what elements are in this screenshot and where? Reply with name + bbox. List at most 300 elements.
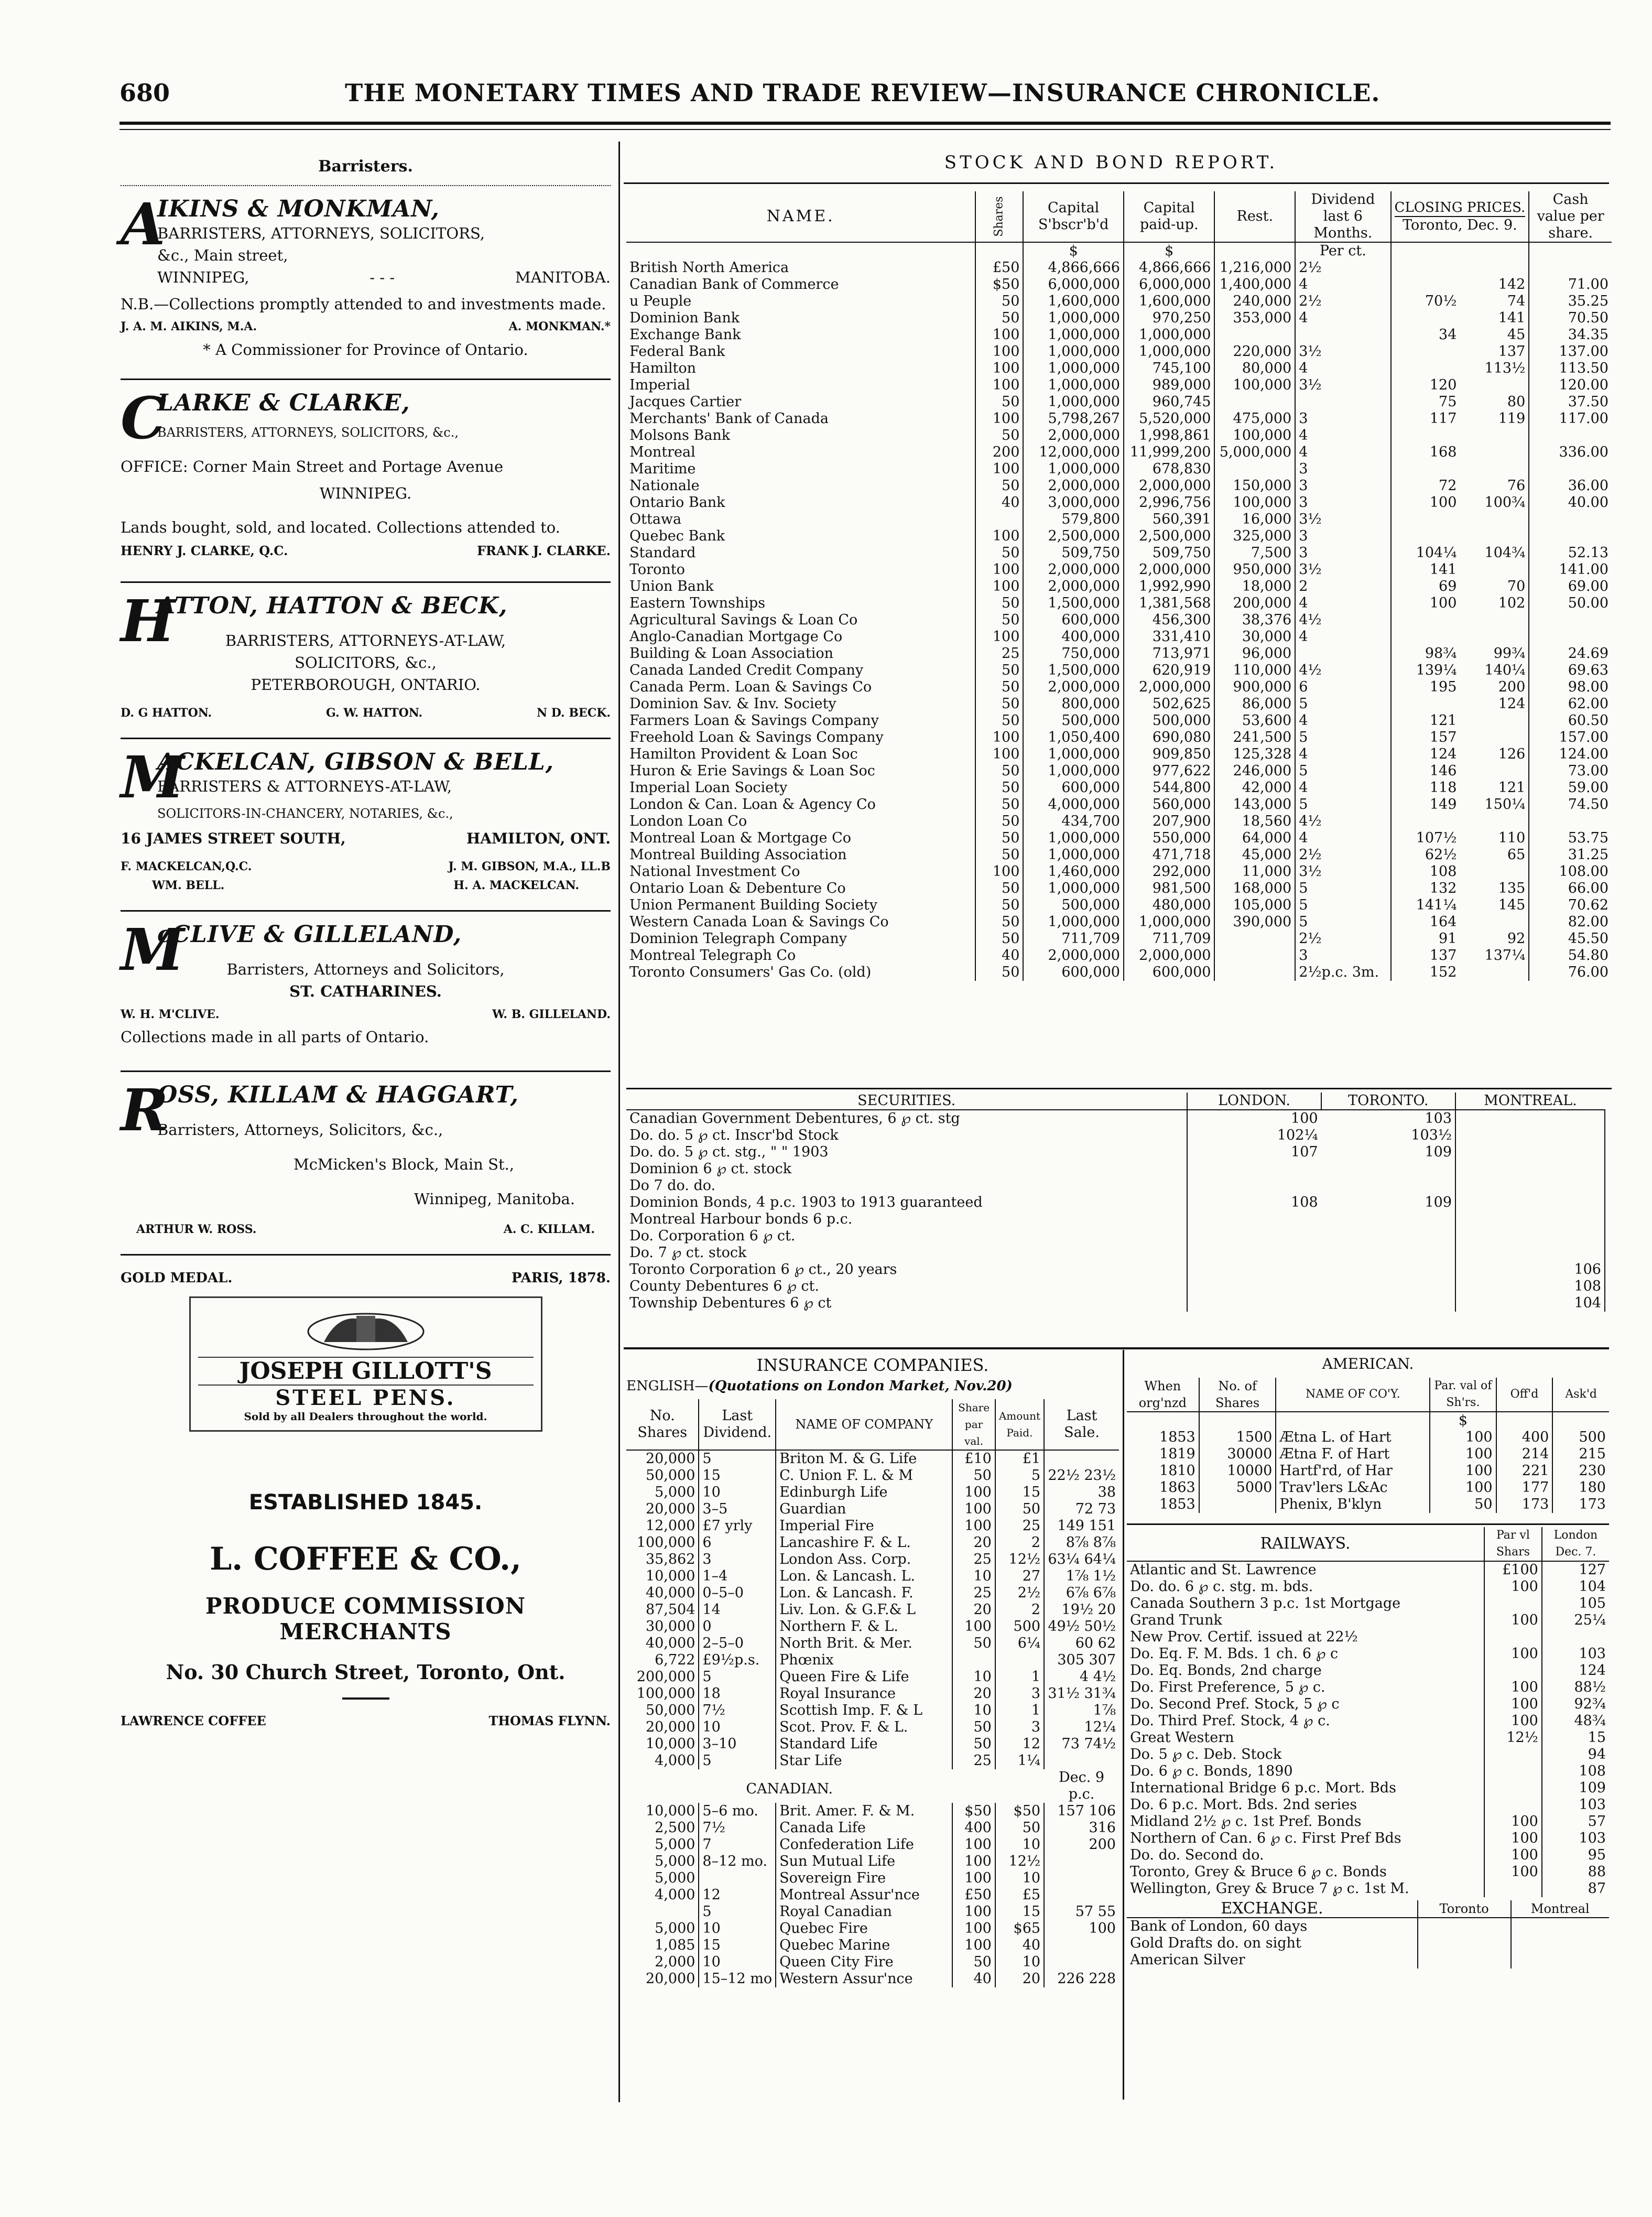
company-name: Confederation Life [776,1836,952,1853]
share-par: 100 [952,1618,995,1635]
stock-table [626,191,1612,981]
london-price: 124 [1542,1662,1609,1679]
american-row [1127,1429,1609,1446]
rest: 325,000 [1214,528,1295,545]
partners-row [121,320,611,333]
capital-subscribed: 1,460,000 [1023,863,1124,880]
stock-name: Exchange Bank [629,327,741,343]
dividend [1295,394,1390,410]
dividend: 4 [1295,780,1390,796]
dividend: 2½ [1295,931,1390,947]
insurance-row [626,1853,1119,1870]
subtitle-plain: ENGLISH— [626,1378,709,1394]
railway-name: Canada Southern 3 p.c. 1st Mortgage [1130,1595,1401,1612]
last-sale: 4 4½ [1044,1669,1119,1685]
rest: 110,000 [1214,662,1295,679]
railway-name: Atlantic and St. Lawrence [1130,1562,1317,1578]
dividend: 3 [1295,410,1390,427]
toronto-ask: 100¾ [1484,494,1526,511]
capital-subscribed: 2,500,000 [1023,528,1124,545]
blank [1127,1412,1199,1429]
share-par: 20 [952,1534,995,1551]
company-name: Sovereign Fire [776,1870,952,1887]
toronto-ask [1460,964,1529,981]
asked: 180 [1552,1479,1609,1496]
toronto-bid [1391,511,1460,528]
railway-row [1127,1646,1609,1662]
rest: 42,000 [1214,780,1295,796]
montreal-rate [1511,1952,1609,1969]
coat-of-arms-icon [298,1305,434,1353]
stock-row [626,897,1612,914]
american-divider [1123,1350,1124,2100]
insurance-row [626,1551,1119,1568]
london-bid [1187,1177,1321,1194]
toronto-bid: 139¼ [1391,662,1460,679]
company-name: Sun Mutual Life [776,1853,952,1870]
capital-paid: 2,000,000 [1124,478,1214,494]
amount-paid: 50 [995,1820,1044,1836]
cash-value: 120.00 [1529,377,1612,394]
amount-paid: 15 [995,1904,1044,1920]
rest: 475,000 [1214,410,1295,427]
firm-note: Lands bought, sold, and located. Collections attended to. [121,518,560,536]
insurance-row [626,1887,1119,1904]
cash-value [1529,511,1612,528]
stock-row [626,444,1612,461]
last-dividend: 6 [699,1534,776,1551]
capital-paid: 331,410 [1124,629,1214,645]
firm-line: &c., Main street, [157,246,288,264]
american-title: AMERICAN. [1322,1355,1414,1372]
stock-name: Eastern Townships [629,595,766,611]
no-shares: 100,000 [636,1534,695,1551]
railway-name: Do. Eq. Bonds, 2nd charge [1130,1662,1322,1679]
last-dividend: 7½ [699,1820,776,1836]
montreal-price [1605,1127,1612,1144]
railway-name: Do. Third Pref. Stock, 4 ℘ c. [1130,1713,1330,1729]
insurance-row [626,1702,1119,1719]
am-h-par: Par. val of Sh'rs. [1430,1378,1496,1412]
london-price: 88½ [1542,1679,1609,1696]
share-par: 50 [952,1467,995,1484]
amount-paid: £1 [995,1450,1044,1467]
mcclive-card [121,910,611,1060]
insurance-row [626,1836,1119,1853]
toronto-bid: 75 [1391,394,1460,410]
page-header [119,79,1608,121]
dividend: 4 [1295,595,1390,612]
amount-paid: 5 [995,1467,1044,1484]
insurance-row [626,1820,1119,1836]
shares: 25 [975,645,1023,662]
stock-row [626,830,1612,847]
security-name: Township Debentures 6 ℘ ct [629,1295,832,1311]
toronto-ask: 104¾ [1484,545,1526,561]
american-unit-row [1127,1412,1609,1429]
london-bid: 102¼ [1187,1127,1321,1144]
share-par: 10 [952,1568,995,1585]
toronto-bid: 157 [1391,729,1460,746]
railway-row [1127,1696,1609,1713]
london-ask: 109 [1425,1144,1452,1160]
london-ask [1321,1211,1455,1228]
partners-row [121,1008,611,1021]
toronto-bid: 124 [1391,746,1460,763]
shares: 50 [975,830,1023,847]
insurance-canadian-body [626,1803,1119,1987]
cash-value: 157.00 [1529,729,1612,746]
am-h-shares: No. of Shares [1199,1378,1276,1412]
capital-paid: 560,391 [1124,511,1214,528]
blank [1391,242,1529,259]
railway-name: Do. 6 p.c. Mort. Bds. 2nd series [1130,1797,1357,1813]
last-dividend: 5–6 mo. [699,1803,776,1820]
dividend: 5 [1295,914,1390,931]
london-bid: 108 [1187,1194,1321,1211]
shares: 100 [975,863,1023,880]
toronto-price: 106 [1455,1261,1605,1278]
share-par: 10 [952,1702,995,1719]
stock-name: Nationale [629,478,700,494]
stock-name: Western Canada Loan & Savings Co [629,914,889,930]
stock-name: Anglo-Canadian Mortgage Co [629,629,843,645]
last-dividend: 15–12 mo [699,1971,776,1987]
london-bid: 107 [1187,1144,1321,1161]
rest: 241,500 [1214,729,1295,746]
last-sale: 31½ 31¾ [1044,1685,1119,1702]
last-sale: 157 106 [1044,1803,1119,1820]
capital-subscribed: 800,000 [1023,696,1124,712]
railway-row [1127,1662,1609,1679]
shares: 50 [975,847,1023,863]
railway-name: Midland 2½ ℘ c. 1st Pref. Bonds [1130,1813,1362,1830]
partner: A. C. KILLAM. [503,1223,595,1236]
london-price: 92¾ [1542,1696,1609,1713]
insurance-subtitle [626,1378,1119,1394]
shares: 50 [975,696,1023,712]
toronto-ask [1460,427,1529,444]
toronto-ask: 124 [1498,696,1526,712]
company-name: Star Life [776,1753,952,1769]
no-shares: 30,000 [645,1618,695,1635]
dividend: 4 [1295,830,1390,847]
american-body [1127,1429,1609,1513]
railway-name: Wellington, Grey & Bruce 7 ℘ c. 1st M. [1130,1880,1409,1897]
am-h-org: When org'nzd [1127,1378,1199,1412]
montreal-price [1605,1295,1612,1312]
dividend: 4 [1295,712,1390,729]
last-sale: 149 151 [1044,1518,1119,1534]
toronto-ask [1460,528,1529,545]
montreal-price [1605,1194,1612,1211]
last-dividend: 0–5–0 [699,1585,776,1602]
rest: 18,000 [1214,578,1295,595]
capital-subscribed: 1,000,000 [1023,847,1124,863]
railway-row [1127,1797,1609,1813]
stock-name: Montreal [629,444,695,460]
stock-row [626,964,1612,981]
company-name: Lon. & Lancash. L. [776,1568,952,1585]
london-ask [1321,1261,1455,1278]
company-name: Lancashire F. & L. [776,1534,952,1551]
railway-row [1127,1629,1609,1646]
stock-row [626,780,1612,796]
par-value: 100 [1430,1463,1496,1479]
rest: 18,560 [1214,813,1295,830]
cash-value: 24.69 [1529,645,1612,662]
toronto-ask [1460,813,1529,830]
city-left: WINNIPEG, [157,268,249,286]
london-bid [1187,1161,1321,1177]
stock-name: Huron & Erie Savings & Loan Soc [629,763,875,779]
partners-row [121,543,611,558]
address-left: 16 JAMES STREET SOUTH, [121,830,346,847]
stock-name: Imperial [629,377,690,393]
toronto-ask [1460,461,1529,478]
col-sub: Capital S'bscr'b'd [1023,191,1124,242]
ins-h-div: Last Dividend. [699,1399,776,1450]
shares: 50 [975,427,1023,444]
stock-name: Toronto [629,561,685,578]
shares: $50 [975,276,1023,293]
railway-row [1127,1612,1609,1629]
last-sale: 38 [1044,1484,1119,1501]
railway-name: Do. do. Second do. [1130,1847,1264,1863]
amount-paid [995,1652,1044,1669]
capital-paid: 678,830 [1124,461,1214,478]
shares: 1500 [1199,1429,1276,1446]
last-dividend: 10 [699,1484,776,1501]
stock-name: Montreal Telegraph Co [629,947,796,964]
toronto-ask: 135 [1498,880,1526,896]
toronto-bid: 98¾ [1391,645,1460,662]
dividend: 2½p.c. 3m. [1295,964,1390,981]
toronto-price [1455,1127,1605,1144]
insurance-table [626,1399,1119,1987]
partner: THOMAS FLYNN. [488,1713,611,1728]
firm-line: BARRISTERS, ATTORNEYS, SOLICITORS, [157,224,485,242]
no-shares: 4,000 [655,1753,695,1769]
last-dividend: 3 [699,1551,776,1568]
share-par: 100 [952,1836,995,1853]
rest: 7,500 [1214,545,1295,561]
unit: $ [1023,242,1124,259]
cash-value: 124.00 [1529,746,1612,763]
shares: 100 [975,578,1023,595]
railway-name: Do. do. 6 ℘ c. stg. m. bds. [1130,1578,1313,1595]
exchange-row [1127,1935,1609,1952]
shares: 100 [975,360,1023,377]
cash-value: 117.00 [1529,410,1612,427]
london-price: 127 [1542,1561,1609,1578]
security-name: Dominion Bonds, 4 p.c. 1903 to 1913 guaranteed [629,1194,983,1210]
toronto-bid: 104¼ [1391,545,1460,561]
capital-subscribed: 1,000,000 [1023,310,1124,327]
address-row [121,830,611,847]
blank [952,1769,1044,1803]
london-ask: 109 [1425,1194,1452,1210]
cash-value: 45.50 [1529,931,1612,947]
railway-row [1127,1864,1609,1880]
london-price: 105 [1542,1595,1609,1612]
share-par: 100 [952,1870,995,1887]
cash-value: 53.75 [1529,830,1612,847]
cash-value [1529,461,1612,478]
cash-value: 70.50 [1529,310,1612,327]
rest: 38,376 [1214,612,1295,629]
capital-paid: 713,971 [1124,645,1214,662]
rest: 240,000 [1214,293,1295,310]
stock-name: Ontario Bank [629,494,725,511]
insurance-row [626,1904,1119,1920]
par-value [1484,1662,1542,1679]
capital-paid: 500,000 [1124,712,1214,729]
insurance-title: INSURANCE COMPANIES. [756,1355,989,1375]
stock-row [626,360,1612,377]
no-shares: 20,000 [645,1451,695,1467]
no-shares: 100,000 [636,1685,695,1702]
ins-h-shares: No. Shares [626,1399,699,1450]
partner: WM. BELL. [152,879,225,892]
no-shares: 10,000 [645,1568,695,1584]
dividend: 3 [1295,947,1390,964]
asked: 500 [1552,1429,1609,1446]
par-value [1484,1763,1542,1780]
capital-subscribed: 500,000 [1023,897,1124,914]
cash-value [1529,629,1612,645]
shares: 100 [975,528,1023,545]
toronto-ask: 102 [1498,595,1526,611]
capital-subscribed: 509,750 [1023,545,1124,561]
cash-value [1529,259,1612,276]
dividend: 4½ [1295,813,1390,830]
insurance-row [626,1954,1119,1971]
stock-row [626,327,1612,343]
coffee-address: No. 30 Church Street, Toronto, Ont. [166,1660,566,1684]
last-sale: 226 228 [1044,1971,1119,1987]
dividend: 4 [1295,276,1390,293]
firm-note: Collections made in all parts of Ontario. [121,1028,429,1046]
stock-name: Ontario Loan & Debenture Co [629,880,846,896]
company-name: Canada Life [776,1820,952,1836]
company-name: Trav'lers L&Ac [1276,1479,1430,1496]
toronto-ask: 92 [1507,931,1526,947]
capital-subscribed: 1,000,000 [1023,394,1124,410]
share-par: 10 [952,1669,995,1685]
toronto-bid: 70½ [1391,293,1460,310]
cash-value: 98.00 [1529,679,1612,696]
stock-name: Maritime [629,461,696,477]
dividend: 5 [1295,696,1390,712]
toronto-ask [1460,259,1529,276]
share-par: £10 [952,1450,995,1467]
stock-name: u Peuple [629,293,692,309]
par-value: 50 [1430,1496,1496,1513]
insurance-row [626,1585,1119,1602]
company-name: Ætna L. of Hart [1276,1429,1430,1446]
last-dividend: 14 [699,1602,776,1618]
capital-paid: 456,300 [1124,612,1214,629]
toronto-rate [1418,1935,1511,1952]
no-shares: 20,000 [645,1501,695,1517]
security-row [626,1245,1612,1261]
rest: 246,000 [1214,763,1295,780]
capital-paid: 600,000 [1124,964,1214,981]
insurance-row [626,1450,1119,1467]
railway-row [1127,1847,1609,1864]
stock-row [626,679,1612,696]
last-sale [1044,1887,1119,1904]
capital-paid: 1,998,861 [1124,427,1214,444]
rest: 11,000 [1214,863,1295,880]
subtitle-italic: (Quotations on London Market, Nov.20) [708,1378,1013,1394]
capital-subscribed: 600,000 [1023,612,1124,629]
toronto-bid: 108 [1391,863,1460,880]
london-ask [1321,1161,1455,1177]
shares: 100 [975,327,1023,343]
share-par: 50 [952,1954,995,1971]
security-name: Do. do. 5 ℘ ct. stg., " " 1903 [629,1144,829,1160]
stock-row [626,612,1612,629]
capital-subscribed: 600,000 [1023,964,1124,981]
dividend: 3 [1295,478,1390,494]
amount-paid: 12 [995,1736,1044,1753]
stock-row [626,276,1612,293]
capital-subscribed: 1,000,000 [1023,830,1124,847]
rest: 950,000 [1214,561,1295,578]
rest: 1,216,000 [1214,259,1295,276]
drop-cap: C [121,384,167,452]
last-sale [1044,1753,1119,1769]
insurance-row [626,1669,1119,1685]
company-name: Royal Insurance [776,1685,952,1702]
firm-line: BARRISTERS, ATTORNEYS-AT-LAW, [225,632,506,650]
rest: 45,000 [1214,847,1295,863]
stock-row [626,259,1612,276]
toronto-bid: 34 [1391,327,1460,343]
stock-name: Ottawa [629,511,682,527]
railway-row [1127,1713,1609,1729]
toronto-bid: 100 [1391,595,1460,612]
company-name: Quebec Marine [776,1937,952,1954]
asked: 230 [1552,1463,1609,1479]
capital-subscribed: 5,798,267 [1023,410,1124,427]
security-row [626,1110,1612,1127]
cash-value: 69.63 [1529,662,1612,679]
cash-value: 336.00 [1529,444,1612,461]
par-value: 100 [1484,1612,1542,1629]
stock-row [626,880,1612,897]
canadian-date: Dec. 9 p.c. [1058,1769,1105,1802]
share-par: £50 [952,1887,995,1904]
railway-name: Northern of Can. 6 ℘ c. First Pref Bds [1130,1830,1401,1846]
capital-paid: 2,000,000 [1124,679,1214,696]
exchange-name: Gold Drafts do. on sight [1130,1935,1301,1951]
last-dividend: 3–10 [699,1736,776,1753]
capital-subscribed: 750,000 [1023,645,1124,662]
cash-value: 59.00 [1529,780,1612,796]
rest: 80,000 [1214,360,1295,377]
insurance-row [626,1501,1119,1518]
city-line [157,266,611,288]
cash-value: 60.50 [1529,712,1612,729]
blank [1529,242,1612,259]
rest: 200,000 [1214,595,1295,612]
shares: 50 [975,662,1023,679]
par-value: 100 [1484,1713,1542,1729]
partner: F. MACKELCAN,Q.C. [121,860,252,873]
